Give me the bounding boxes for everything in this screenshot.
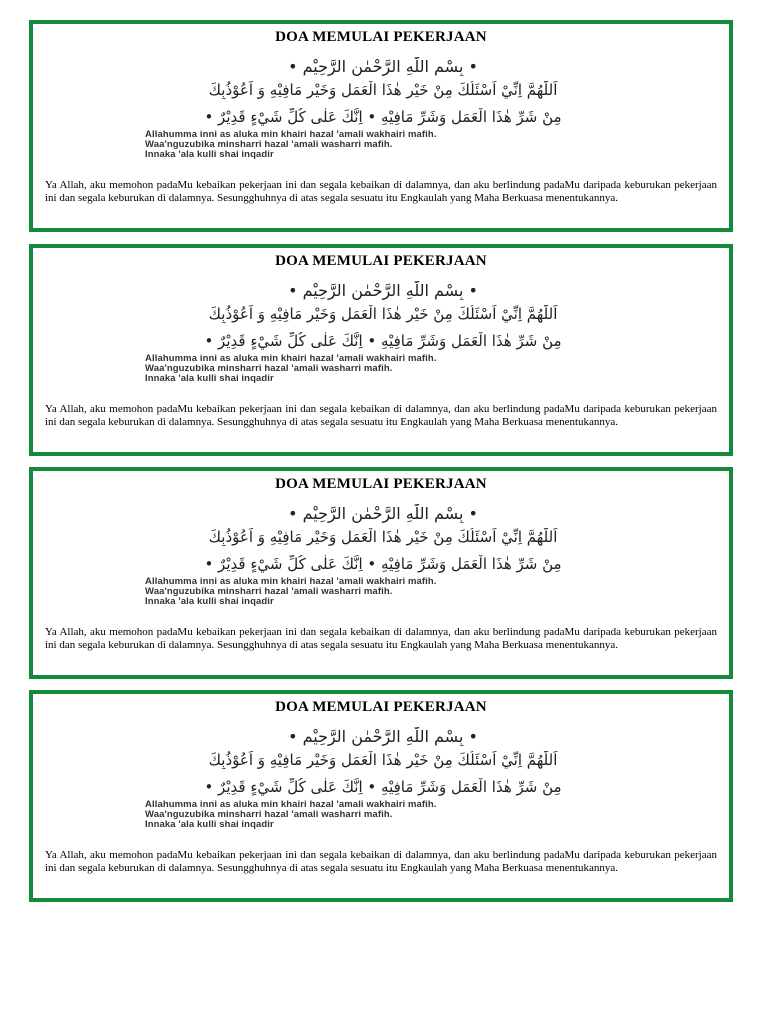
arabic-line: مِنْ شَرِّ هٰذَا الْعَمَلِ وَشَرِّ مَافِيْهِ • اِنَّكَ عَلٰى كُلِّ شَيْءٍ قَدِيْرٌ •	[204, 108, 562, 126]
arabic-line: اَللّٰهُمَّ اِنِّيْ اَسْئَلُكَ مِنْ خَيْرِ هٰذَا الْعَمَلِ وَخَيْرِ مَافِيْهِ وَ اَعُوْذُبِكَ	[208, 751, 558, 769]
transliteration-line: Innaka 'ala kulli shai inqadir	[145, 149, 274, 160]
transliteration	[145, 577, 437, 607]
arabic-line: مِنْ شَرِّ هٰذَا الْعَمَلِ وَشَرِّ مَافِيْهِ • اِنَّكَ عَلٰى كُلِّ شَيْءٍ قَدِيْرٌ •	[204, 778, 562, 796]
arabic-basmalah: • بِسْمِ اللّٰهِ الرَّحْمٰنِ الرَّحِيْمِ •	[288, 727, 478, 746]
card-title: DOA MEMULAI PEKERJAAN	[275, 476, 487, 492]
transliteration-line: Allahumma inni as aluka min khairi hazal 'amali wakhairi mafih.	[145, 129, 437, 140]
transliteration-line: Allahumma inni as aluka min khairi hazal 'amali wakhairi mafih.	[145, 799, 437, 810]
transliteration-line: Waa'nguzubika minsharri hazal 'amali washarri mafih.	[145, 139, 393, 150]
transliteration	[145, 354, 437, 384]
transliteration	[145, 800, 437, 830]
arabic-line: مِنْ شَرِّ هٰذَا الْعَمَلِ وَشَرِّ مَافِيْهِ • اِنَّكَ عَلٰى كُلِّ شَيْءٍ قَدِيْرٌ •	[204, 332, 562, 350]
arabic-line: اَللّٰهُمَّ اِنِّيْ اَسْئَلُكَ مِنْ خَيْرِ هٰذَا الْعَمَلِ وَخَيْرِ مَافِيْهِ وَ اَعُوْذُبِكَ	[208, 528, 558, 546]
transliteration-line: Innaka 'ala kulli shai inqadir	[145, 819, 274, 830]
translation-paragraph: Ya Allah, aku memohon padaMu kebaikan pekerjaan ini dan segala kebaikan di dalamnya, dan aku berlindung padaMu daripada keburukan pekerjaan ini dan segala keburukan di dalamnya. Sesungghuhnya di atas segala sesuatu itu Engkaulah yang Maha Berkuasa menentukannya.	[45, 179, 717, 204]
arabic-line: مِنْ شَرِّ هٰذَا الْعَمَلِ وَشَرِّ مَافِيْهِ • اِنَّكَ عَلٰى كُلِّ شَيْءٍ قَدِيْرٌ •	[204, 555, 562, 573]
translation-paragraph: Ya Allah, aku memohon padaMu kebaikan pekerjaan ini dan segala kebaikan di dalamnya, dan aku berlindung padaMu daripada keburukan pekerjaan ini dan segala keburukan di dalamnya. Sesungghuhnya di atas segala sesuatu itu Engkaulah yang Maha Berkuasa menentukannya.	[45, 849, 717, 874]
transliteration-line: Allahumma inni as aluka min khairi hazal 'amali wakhairi mafih.	[145, 353, 437, 364]
arabic-basmalah: • بِسْمِ اللّٰهِ الرَّحْمٰنِ الرَّحِيْمِ •	[288, 57, 478, 76]
card-title: DOA MEMULAI PEKERJAAN	[275, 253, 487, 269]
prayer-card	[29, 690, 733, 902]
translation-paragraph: Ya Allah, aku memohon padaMu kebaikan pekerjaan ini dan segala kebaikan di dalamnya, dan aku berlindung padaMu daripada keburukan pekerjaan ini dan segala keburukan di dalamnya. Sesungghuhnya di atas segala sesuatu itu Engkaulah yang Maha Berkuasa menentukannya.	[45, 626, 717, 651]
prayer-card	[29, 467, 733, 679]
card-title: DOA MEMULAI PEKERJAAN	[275, 29, 487, 45]
transliteration-line: Waa'nguzubika minsharri hazal 'amali washarri mafih.	[145, 586, 393, 597]
transliteration-line: Waa'nguzubika minsharri hazal 'amali washarri mafih.	[145, 809, 393, 820]
transliteration-line: Allahumma inni as aluka min khairi hazal 'amali wakhairi mafih.	[145, 576, 437, 587]
translation-paragraph: Ya Allah, aku memohon padaMu kebaikan pekerjaan ini dan segala kebaikan di dalamnya, dan aku berlindung padaMu daripada keburukan pekerjaan ini dan segala keburukan di dalamnya. Sesungghuhnya di atas segala sesuatu itu Engkaulah yang Maha Berkuasa menentukannya.	[45, 403, 717, 428]
transliteration-line: Innaka 'ala kulli shai inqadir	[145, 596, 274, 607]
arabic-basmalah: • بِسْمِ اللّٰهِ الرَّحْمٰنِ الرَّحِيْمِ •	[288, 281, 478, 300]
transliteration-line: Innaka 'ala kulli shai inqadir	[145, 373, 274, 384]
transliteration	[145, 130, 437, 160]
arabic-line: اَللّٰهُمَّ اِنِّيْ اَسْئَلُكَ مِنْ خَيْرِ هٰذَا الْعَمَلِ وَخَيْرِ مَافِيْهِ وَ اَعُوْذُبِكَ	[208, 81, 558, 99]
prayer-card	[29, 20, 733, 232]
arabic-line: اَللّٰهُمَّ اِنِّيْ اَسْئَلُكَ مِنْ خَيْرِ هٰذَا الْعَمَلِ وَخَيْرِ مَافِيْهِ وَ اَعُوْذُبِكَ	[208, 305, 558, 323]
transliteration-line: Waa'nguzubika minsharri hazal 'amali washarri mafih.	[145, 363, 393, 374]
card-title: DOA MEMULAI PEKERJAAN	[275, 699, 487, 715]
prayer-card	[29, 244, 733, 456]
arabic-basmalah: • بِسْمِ اللّٰهِ الرَّحْمٰنِ الرَّحِيْمِ •	[288, 504, 478, 523]
